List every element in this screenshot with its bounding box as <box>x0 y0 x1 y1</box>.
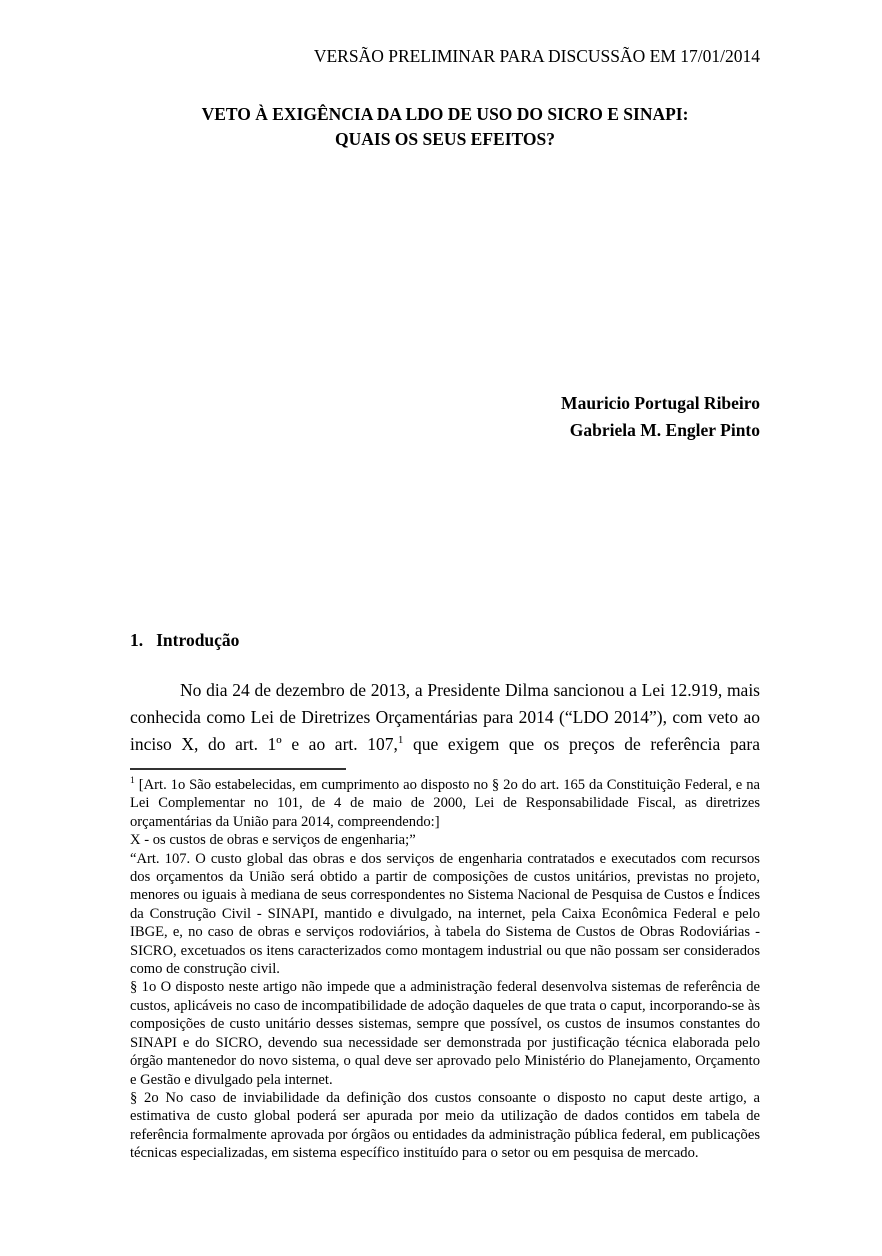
intro-paragraph-text-after-ref: que exigem que os preços de referência para <box>403 734 760 754</box>
title-line-2: QUAIS OS SEUS EFEITOS? <box>335 129 555 149</box>
footnote-paragraph-3: “Art. 107. O custo global das obras e dos serviços de engenharia contratados e executados com recursos dos orçamentos da União será obtido a partir de composições de custos unitários, previstas no projeto, menores ou iguais à mediana de seus correspondentes no Sistema Nacional de Pesquisa de Custos e Índices da Construção Civil - SINAPI, mantido e divulgado, na internet, pela Caixa Econômica Federal e pelo IBGE, e, no caso de obras e serviços rodoviários, à tabela do Sistema de Custos de Obras Rodoviárias - SICRO, excetuados os itens caracterizados como montagem industrial ou que não possam ser considerados como de construção civil. <box>130 850 760 978</box>
intro-paragraph <box>130 677 760 758</box>
section-number: 1. <box>130 630 144 650</box>
author-name-2: Gabriela M. Engler Pinto <box>569 420 760 440</box>
footnote-reference-1: 1 <box>397 734 404 747</box>
footnote-paragraph-2: X - os custos de obras e serviços de engenharia;” <box>130 832 416 849</box>
footnote-separator-rule <box>130 768 346 770</box>
document-title <box>130 102 760 152</box>
version-header-note: VERSÃO PRELIMINAR PARA DISCUSSÃO EM 17/01/2014 <box>313 46 760 66</box>
footnote-paragraph-4: § 1o O disposto neste artigo não impede que a administração federal desenvolva sistemas de referência de custos, aplicáveis no caso de incompatibilidade de adoção daqueles de que trata o caput, incorporando-se às composições de custo unitário desses sistemas, sempre que possível, os custos de insumos constantes do SINAPI e do SICRO, devendo sua necessidade ser demonstrada por justificação técnica elaborada pelo órgão mantenedor do novo sistema, o qual deve ser aprovado pelo Ministério do Planejamento, Orçamento e Gestão e divulgado pela internet. <box>130 979 760 1088</box>
author-name-1: Mauricio Portugal Ribeiro <box>561 393 760 413</box>
footnote-paragraph-1-text: [Art. 1o São estabelecidas, em cumprimento ao disposto no § 2o do art. 165 da Constituição Federal, e na Lei Complementar no 101, de 4 de maio de 2000, Lei de Responsabilidade Fiscal, as diretrizes orçamentárias da União para 2014, compreendendo:] <box>130 777 760 830</box>
footnote-paragraph-5: § 2o No caso de inviabilidade da definição dos custos consoante o disposto no caput deste artigo, a estimativa de custo global poderá ser apurada por meio da utilização de dados contidos em tabela de referência formalmente aprovada por órgãos ou entidades da administração pública federal, em publicações técnicas especializadas, em sistema específico instituído para o setor ou em pesquisa de mercado. <box>130 1089 760 1162</box>
author-block <box>130 390 760 444</box>
section-heading-introducao <box>130 630 760 650</box>
footnote-paragraph-1 <box>130 776 760 831</box>
intro-paragraph-text-before-ref: No dia 24 de dezembro de 2013, a Presidente Dilma sancionou a Lei 12.919, mais conhecida como Lei de Diretrizes Orçamentárias para 2014 (“LDO 2014”), com veto ao inciso X, do art. 1º e ao art. 107, <box>130 680 760 754</box>
footnote-block <box>130 776 760 1163</box>
footnote-marker-1: 1 <box>130 776 135 787</box>
title-line-1: VETO À EXIGÊNCIA DA LDO DE USO DO SICRO E SINAPI: <box>201 104 689 124</box>
section-title: Introdução <box>156 630 240 650</box>
